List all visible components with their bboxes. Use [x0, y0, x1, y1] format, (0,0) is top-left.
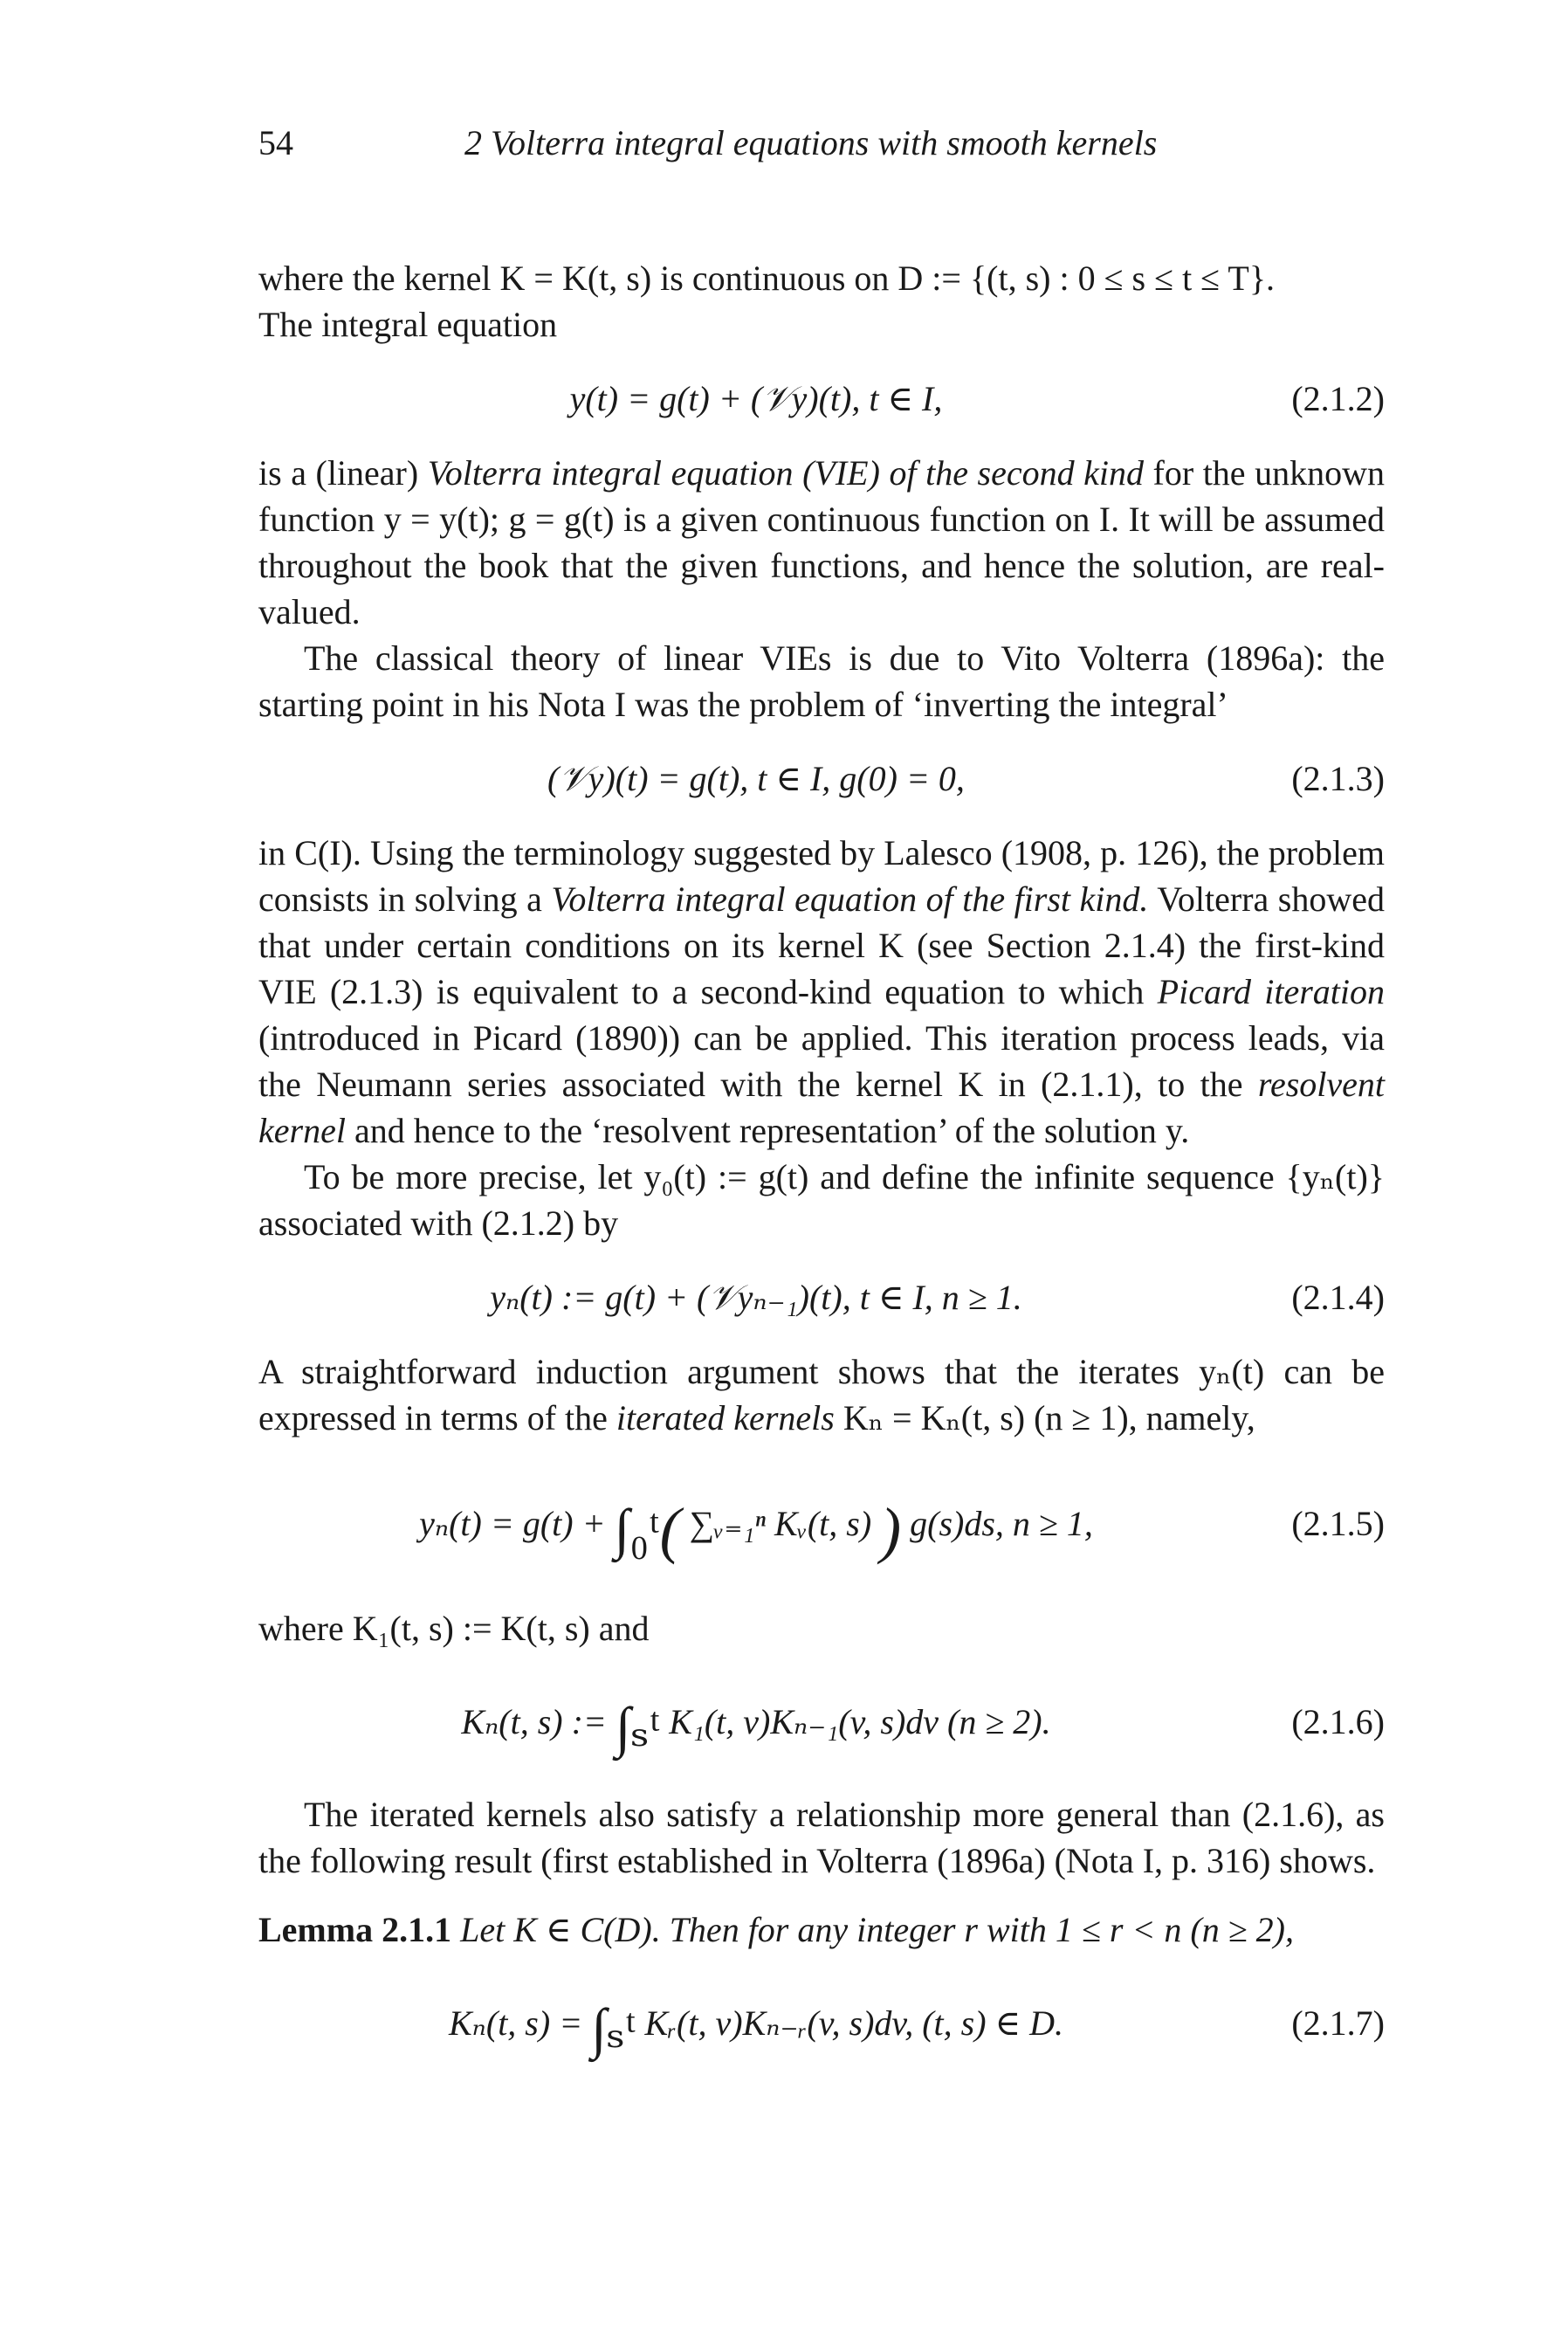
math-part: Kᵣ(t, v)Kₙ₋ᵣ(v, s)dv, (t, s) ∈ D. [636, 2003, 1064, 2043]
equation-number: (2.1.6) [1291, 1702, 1385, 1741]
math-part: Kₙ(t, s) := [461, 1702, 616, 1741]
text-run: and hence to the ‘resolvent representation’ of the solution y. [345, 1111, 1190, 1150]
equation-math: yₙ(t) := g(t) + (𝒱yₙ₋₁)(t), t ∈ I, n ≥ 1. [490, 1278, 1022, 1317]
equation-math [258, 1495, 1254, 1565]
math-part: yₙ(t) = g(t) + [419, 1504, 615, 1543]
text-line: where the kernel K = K(t, s) is continuous on D := {(t, s) : 0 ≤ s ≤ t ≤ T}. [258, 259, 1276, 298]
page-number: 54 [258, 123, 293, 162]
math-part: Kₙ(t, s) = [448, 2003, 592, 2043]
equation-2-1-5 [258, 1471, 1385, 1575]
equation-2-1-7 [258, 1979, 1385, 2066]
equation-math: (𝒱y)(t) = g(t), t ∈ I, g(0) = 0, [547, 759, 965, 798]
equation-number: (2.1.3) [1291, 759, 1385, 798]
integral-sign: ∫ₛᵗ [615, 1696, 661, 1758]
text-run: A straightforward induction argument shows that the iterates yₙ(t) can be expressed in terms of the [258, 1352, 1385, 1437]
emphasis-term: Volterra integral equation of the first kind. [551, 879, 1149, 919]
equation-math [258, 1997, 1254, 2059]
paragraph-sequence: To be more precise, let y₀(t) := g(t) and define the infinite sequence {yₙ(t)} associated with (2.1.2) by [258, 1157, 1385, 1243]
equation-2-1-4 [258, 1274, 1385, 1320]
page-body [258, 255, 1385, 2092]
lemma-body: Let K ∈ C(D). Then for any integer r with 1 ≤ r < n (n ≥ 2), [451, 1910, 1294, 1949]
math-part: ∑ᵥ₌₁ⁿ Kᵥ(t, s) [680, 1504, 881, 1543]
right-paren: ) [880, 1495, 902, 1565]
emphasis-term: resolvent kernel [258, 1065, 1385, 1150]
equation-number: (2.1.7) [1291, 2003, 1385, 2043]
spacer [258, 1884, 1385, 1906]
equation-math: y(t) = g(t) + (𝒱y)(t), t ∈ I, [569, 379, 943, 418]
lemma-title: Lemma 2.1.1 [258, 1910, 452, 1949]
equation-2-1-3 [258, 755, 1385, 802]
paragraph-iterated-kernels [258, 1348, 1385, 1441]
paragraph-kernel-definition [258, 255, 1385, 348]
emphasis-term: Volterra integral equation (VIE) of the second kind [427, 453, 1144, 493]
page-header [258, 122, 1385, 175]
text-run: Volterra showed that under certain conditions on its kernel K (see Section 2.1.4) the first-kind VIE (2.1.3) is equivalent to a second-kind equation to which [258, 879, 1386, 1011]
paragraph-general-relationship: The iterated kernels also satisfy a relationship more general than (2.1.6), as the following result (first established in Volterra (1896a) (Nota I, p. 316) shows. [258, 1795, 1385, 1880]
lemma-statement [258, 1906, 1385, 1953]
emphasis-term: Picard iteration [1157, 972, 1386, 1011]
integral-sign: ∫ₛᵗ [591, 1997, 636, 2059]
paragraph-vie-second-kind [258, 450, 1385, 635]
text-line: The integral equation [258, 305, 558, 344]
equation-number: (2.1.4) [1291, 1278, 1385, 1317]
integral-sign: ∫₀ᵗ [614, 1498, 660, 1560]
equation-2-1-2 [258, 376, 1385, 422]
text-run: is a (linear) [258, 453, 428, 493]
emphasis-term: iterated kernels [616, 1398, 835, 1437]
paragraph-k1-definition: where K₁(t, s) := K(t, s) and [258, 1609, 650, 1648]
equation-math [258, 1696, 1254, 1758]
text-run: Kₙ = Kₙ(t, s) (n ≥ 1), namely, [834, 1398, 1255, 1437]
text-run: for the unknown function y = y(t); g = g(t) is a given continuous function on I. It will be assumed throughout the book that the given functions, and hence the solution, are real-valued. [258, 453, 1385, 631]
math-part: K₁(t, v)Kₙ₋₁(v, s)dv (n ≥ 2). [660, 1702, 1051, 1741]
math-part: g(s)ds, n ≥ 1, [901, 1504, 1093, 1543]
text-run: (introduced in Picard (1890)) can be applied. This iteration process leads, via the Neumann series associated with the kernel K in (2.1.1), to the [258, 1018, 1385, 1104]
text-run: in C(I). Using the terminology suggested by Lalesco (1908, p. 126), the problem consists in solving a [258, 833, 1385, 919]
left-paren: ( [659, 1495, 681, 1565]
running-head: 2 Volterra integral equations with smooth kernels [464, 123, 1158, 162]
equation-number: (2.1.5) [1291, 1504, 1385, 1543]
paragraph-first-kind [258, 830, 1385, 1154]
paragraph-classical-theory: The classical theory of linear VIEs is due to Vito Volterra (1896a): the starting point in his Nota I was the problem of ‘inverting the integral’ [258, 638, 1385, 724]
equation-2-1-6 [258, 1678, 1385, 1765]
equation-number: (2.1.2) [1291, 379, 1385, 418]
